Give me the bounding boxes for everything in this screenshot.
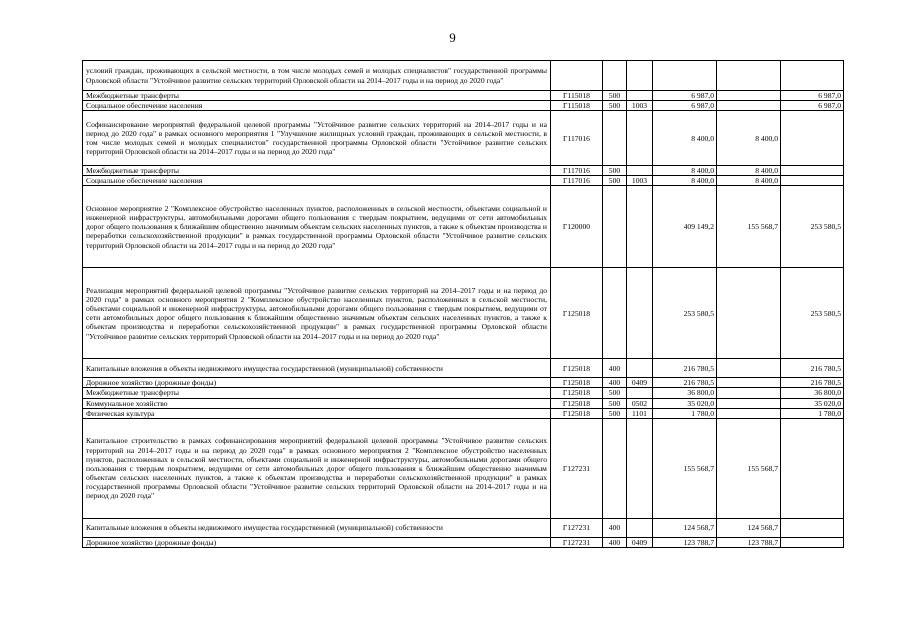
row-amount-federal: 1 780,0 [781,408,844,418]
row-target-code: Г125018 [551,359,603,378]
row-section-code: 1003 [627,176,653,186]
table-row [83,176,844,186]
row-amount-total: 6 987,0 [653,91,717,101]
row-amount-regional: 123 788,7 [717,537,781,547]
row-expense-type: 500 [603,166,627,176]
row-section-code [627,388,653,398]
row-amount-federal [781,166,844,176]
row-expense-type: 400 [603,518,627,537]
row-description: Физическая культура [83,408,551,418]
row-expense-type: 400 [603,359,627,378]
row-amount-regional [717,91,781,101]
row-target-code [551,61,603,91]
row-description: Дорожное хозяйство (дорожные фонды) [83,378,551,388]
row-amount-federal: 35 020,0 [781,398,844,408]
row-amount-regional [717,388,781,398]
table-body [83,61,844,548]
row-target-code: Г117016 [551,166,603,176]
page-number: 9 [449,30,456,45]
row-target-code: Г127231 [551,418,603,518]
row-expense-type: 400 [603,537,627,547]
row-target-code: Г117016 [551,111,603,166]
row-expense-type: 500 [603,398,627,408]
table-row [83,398,844,408]
row-description: условий граждан, проживающих в сельской местности, в том числе молодых семей и молодых специалистов" государственной программы Орловской области "Устойчивое развитие сельских территорий Орловской области на 2014–2017 годы и на период до 2020 года" [83,61,551,91]
table-row [83,186,844,268]
row-amount-federal [781,111,844,166]
row-target-code: Г125018 [551,268,603,359]
row-amount-total: 36 800,0 [653,388,717,398]
row-expense-type [603,268,627,359]
row-amount-regional [717,408,781,418]
row-description: Дорожное хозяйство (дорожные фонды) [83,537,551,547]
row-description: Социальное обеспечение населения [83,101,551,111]
row-amount-total: 216 780,5 [653,378,717,388]
row-expense-type [603,186,627,268]
row-amount-regional: 155 568,7 [717,186,781,268]
row-target-code: Г125018 [551,378,603,388]
row-amount-federal: 253 580,5 [781,186,844,268]
row-amount-federal [781,61,844,91]
row-amount-total: 123 788,7 [653,537,717,547]
row-amount-total: 6 987,0 [653,101,717,111]
row-amount-regional: 8 400,0 [717,176,781,186]
row-section-code: 1101 [627,408,653,418]
row-section-code: 1003 [627,101,653,111]
row-amount-total: 409 149,2 [653,186,717,268]
row-description: Реализация мероприятий федеральной целевой программы "Устойчивое развитие сельских территорий на 2014–2017 годы и на период до 2020 года" в рамках основного мероприятия 2 "Комплексное обустройство населенных пунктов, расположенных в сельской местности, объектами социальной и инженерной инфраструктуры, автомобильными дорогами общего пользования с твердым покрытием, ведущими от сети автомобильных дорог общего пользования к ближайшим общественно значимым объектам сельских населенных пунктов, а также к объектам производства и переработки сельскохозяйственной продукции" в рамках государственной программы Орловской области "Устойчивое развитие сельских территорий Орловской области на 2014–2017 годы и на период до 2020 года" [83,268,551,359]
row-expense-type: 400 [603,378,627,388]
row-amount-total: 8 400,0 [653,176,717,186]
row-section-code [627,518,653,537]
row-description: Межбюджетные трансферты [83,166,551,176]
row-amount-regional [717,378,781,388]
row-amount-total: 216 780,5 [653,359,717,378]
row-amount-regional: 124 568,7 [717,518,781,537]
row-expense-type [603,418,627,518]
row-amount-federal [781,537,844,547]
row-section-code [627,61,653,91]
row-amount-total: 8 400,0 [653,111,717,166]
row-amount-total: 35 020,0 [653,398,717,408]
table-row [83,101,844,111]
row-description: Социальное обеспечение населения [83,176,551,186]
row-description: Капитальные вложения в объекты недвижимого имущества государственной (муниципальной) собственности [83,359,551,378]
row-amount-federal: 36 800,0 [781,388,844,398]
row-amount-federal [781,176,844,186]
row-expense-type [603,61,627,91]
row-target-code: Г125018 [551,408,603,418]
row-amount-regional [717,101,781,111]
row-section-code: 0409 [627,537,653,547]
row-description: Капитальное строительство в рамках софинансирования мероприятий федеральной целевой программы "Устойчивое развитие сельских территорий на 2014–2017 годы и на период до 2020 года" в рамках основного мероприятия 2 "Комплексное обустройство населенных пунктов, расположенных в сельской местности, объектами социальной и инженерной инфраструктуры, автомобильными дорогами общего пользования с твердым покрытием, ведущими от сети автомобильных дорог общего пользования к ближайшим общественно значимым объектам сельских населенных пунктов, а также к объектам производства и переработки сельскохозяйственной продукции" в рамках государственной программы Орловской области "Устойчивое развитие сельских территорий Орловской области на 2014–2017 годы и на период до 2020 года" [83,418,551,518]
row-expense-type: 500 [603,408,627,418]
row-amount-total: 124 568,7 [653,518,717,537]
row-amount-regional: 8 400,0 [717,111,781,166]
row-expense-type: 500 [603,388,627,398]
row-amount-federal [781,518,844,537]
row-section-code: 0409 [627,378,653,388]
row-section-code [627,418,653,518]
table-row [83,61,844,91]
row-amount-federal: 6 987,0 [781,91,844,101]
row-description: Капитальные вложения в объекты недвижимого имущества государственной (муниципальной) собственности [83,518,551,537]
table-row [83,418,844,518]
row-target-code: Г115018 [551,101,603,111]
table-row [83,268,844,359]
row-amount-total: 155 568,7 [653,418,717,518]
table-row [83,91,844,101]
row-section-code: 0502 [627,398,653,408]
table-row [83,518,844,537]
row-description: Межбюджетные трансферты [83,388,551,398]
table-row [83,166,844,176]
row-expense-type: 500 [603,176,627,186]
row-amount-regional: 8 400,0 [717,166,781,176]
row-amount-regional [717,359,781,378]
row-amount-total [653,61,717,91]
row-section-code [627,186,653,268]
row-amount-regional [717,398,781,408]
row-amount-federal: 6 987,0 [781,101,844,111]
row-amount-total: 1 780,0 [653,408,717,418]
row-section-code [627,91,653,101]
row-target-code: Г125018 [551,398,603,408]
row-amount-federal: 216 780,5 [781,378,844,388]
row-amount-regional: 155 568,7 [717,418,781,518]
row-amount-total: 8 400,0 [653,166,717,176]
row-target-code: Г115018 [551,91,603,101]
row-section-code [627,166,653,176]
row-amount-regional [717,268,781,359]
row-amount-federal [781,418,844,518]
row-target-code: Г127231 [551,537,603,547]
row-amount-federal: 216 780,5 [781,359,844,378]
table-row [83,111,844,166]
row-amount-regional [717,61,781,91]
row-section-code [627,268,653,359]
row-description: Коммунальное хозяйство [83,398,551,408]
row-target-code: Г117016 [551,176,603,186]
row-description: Основное мероприятие 2 "Комплексное обустройство населенных пунктов, расположенных в сельской местности, объектами социальной и инженерной инфраструктуры, автомобильными дорогами общего пользования с твердым покрытием, ведущими от сети автомобильных дорог общего пользования к ближайшим общественно значимым объектам сельских населенных пунктов, а также к объектам производства и переработки сельскохозяйственной продукции" в рамках государственной программы Орловской области "Устойчивое развитие сельских территорий Орловской области на 2014–2017 годы и на период до 2020 года" [83,186,551,268]
row-expense-type: 500 [603,91,627,101]
row-target-code: Г120000 [551,186,603,268]
row-target-code: Г125018 [551,388,603,398]
row-amount-total: 253 580,5 [653,268,717,359]
row-section-code [627,111,653,166]
row-description: Межбюджетные трансферты [83,91,551,101]
row-section-code [627,359,653,378]
row-description: Софинансирование мероприятий федеральной целевой программы "Устойчивое развитие сельских территорий на 2014–2017 годы и на период до 2020 года" в рамках основного мероприятия 1 "Улучшение жилищных условий граждан, проживающих в сельской местности, в том числе молодых семей и молодых специалистов" государственной программы Орловской области "Устойчивое развитие сельских территорий Орловской области на 2014–2017 годы и на период до 2020 года" [83,111,551,166]
row-amount-federal: 253 580,5 [781,268,844,359]
table-row [83,388,844,398]
budget-table [82,60,844,548]
table-row [83,378,844,388]
row-target-code: Г127231 [551,518,603,537]
row-expense-type: 500 [603,101,627,111]
row-expense-type [603,111,627,166]
table-row [83,359,844,378]
table-row [83,408,844,418]
table-row [83,537,844,547]
